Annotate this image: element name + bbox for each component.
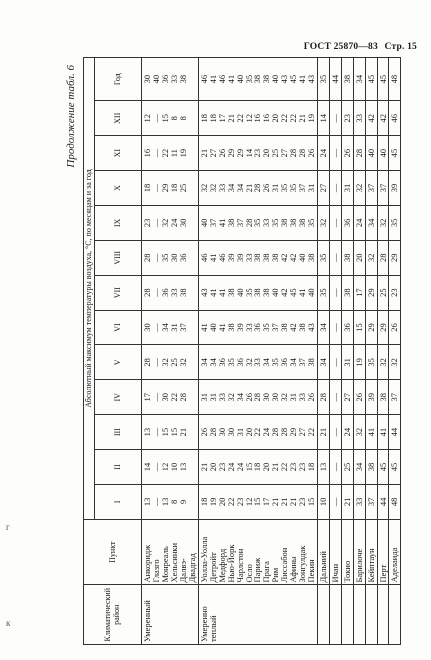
value-cell: 28 — 35 30 36 [142, 240, 199, 275]
value-cell: 19 [353, 345, 365, 380]
value-cell: 26 28 30 30 31 20 22 24 28 28 29 27 22 [198, 415, 317, 450]
value-cell: 38 [341, 275, 353, 310]
col-head-month: XII [95, 101, 142, 136]
value-cell: 30 40 36 33 38 [142, 58, 199, 101]
value-cell: 35 [365, 345, 377, 380]
table-row [329, 58, 341, 645]
table-body [142, 58, 401, 645]
value-cell: — [329, 205, 341, 240]
value-cell: 18 18 17 21 22 12 16 16 20 22 22 21 19 [198, 101, 317, 136]
value-cell: 33 [353, 101, 365, 136]
value-cell: 37 [389, 380, 401, 415]
value-cell: 40 [365, 136, 377, 171]
col-head-climate: Климатический район [84, 585, 142, 645]
value-cell: 17 — 30 22 28 [142, 380, 199, 415]
city-cell: Уолла-Уолла Детройт Медфорд Нью-Йорк Чарлстон Осло Париж Прага Рим Лиссабон Афины Зонгулдак Пекин [198, 519, 317, 585]
value-cell: 14 [317, 101, 329, 136]
value-cell: 34 [317, 310, 329, 345]
value-cell: 44 [389, 415, 401, 450]
table-continuation-label: Продолжение табл. 6 [65, 65, 77, 168]
value-cell: 29 [389, 240, 401, 275]
value-cell: 23 [389, 275, 401, 310]
value-cell: 46 [389, 101, 401, 136]
value-cell: 29 [365, 310, 377, 345]
value-cell: 29 [365, 275, 377, 310]
city-cell: Токио [341, 519, 353, 585]
col-head-month: VII [95, 275, 142, 310]
value-cell: 45 [377, 58, 389, 101]
col-head-month: III [95, 415, 142, 450]
climate-cell [377, 585, 389, 645]
value-cell: 16 — 22 11 19 [142, 136, 199, 171]
value-cell: — [329, 171, 341, 206]
value-cell: 32 [353, 171, 365, 206]
value-cell: 48 [389, 484, 401, 519]
value-cell: 28 — 32 25 32 [142, 345, 199, 380]
table-row [198, 58, 317, 645]
city-cell: Перт [377, 519, 389, 585]
table-row [341, 58, 353, 645]
value-cell: 34 [317, 345, 329, 380]
value-cell: 45 [389, 450, 401, 485]
value-cell: 28 [353, 136, 365, 171]
value-cell: 14 — 12 10 13 [142, 450, 199, 485]
value-cell: 21 20 23 24 24 15 18 20 21 22 23 23 18 [198, 450, 317, 485]
city-cell: Аделаида [389, 519, 401, 585]
value-cell: 48 [389, 58, 401, 101]
value-cell: 46 41 46 39 39 33 38 38 38 42 42 40 38 [198, 240, 317, 275]
value-cell: 24 [353, 205, 365, 240]
value-cell: 18 — 29 18 25 [142, 171, 199, 206]
value-cell: 13 — 15 15 21 [142, 415, 199, 450]
temperature-table [83, 57, 401, 645]
value-cell: 31 [341, 171, 353, 206]
col-head-city: Пункт [84, 519, 142, 585]
climate-cell [341, 585, 353, 645]
value-cell: 44 [329, 58, 341, 101]
value-cell: — [329, 101, 341, 136]
value-cell: 17 [353, 275, 365, 310]
col-head-month: XI [95, 136, 142, 171]
col-head-month: IV [95, 380, 142, 415]
value-cell: 45 [365, 58, 377, 101]
value-cell: 35 [317, 240, 329, 275]
value-cell: 39 [389, 171, 401, 206]
climate-cell: Умеренно теплый [198, 585, 317, 645]
value-cell: 13 [317, 450, 329, 485]
value-cell: 34 [353, 58, 365, 101]
value-cell: 32 [365, 240, 377, 275]
value-cell: 30 — 34 31 37 [142, 310, 199, 345]
value-cell: 32 [377, 345, 389, 380]
value-cell: 38 [341, 58, 353, 101]
value-cell: 42 [365, 101, 377, 136]
value-cell: 10 [317, 484, 329, 519]
value-cell: 34 [353, 450, 365, 485]
value-cell: 45 [389, 136, 401, 171]
value-cell: 18 19 20 22 23 12 15 17 21 21 21 23 15 [198, 484, 317, 519]
city-cell: Ичан [329, 519, 341, 585]
col-head-month: IX [95, 205, 142, 240]
margin-mark: г [6, 522, 10, 532]
value-cell: 21 [317, 415, 329, 450]
value-cell: 36 [341, 310, 353, 345]
col-head-month: I [95, 484, 142, 519]
table-row [317, 58, 329, 645]
value-cell: 32 32 33 34 34 21 28 26 31 35 35 37 31 [198, 171, 317, 206]
value-cell: 26 [353, 380, 365, 415]
value-cell: 36 [341, 205, 353, 240]
value-cell: — [329, 136, 341, 171]
value-cell: 15 [353, 310, 365, 345]
value-cell: 37 [377, 171, 389, 206]
col-head-month: II [95, 450, 142, 485]
climate-cell: Умеренный [142, 585, 199, 645]
value-cell: 25 [341, 450, 353, 485]
value-cell: 35 [317, 58, 329, 101]
value-cell: 41 [377, 415, 389, 450]
value-cell: 29 [377, 310, 389, 345]
value-cell: 46 41 46 41 40 35 38 38 40 43 45 41 43 [198, 58, 317, 101]
value-cell: 23 — 32 24 30 [142, 205, 199, 240]
value-cell: 32 [389, 345, 401, 380]
col-head-month: X [95, 171, 142, 206]
value-cell: 31 31 33 32 34 26 28 30 30 32 31 33 26 [198, 380, 317, 415]
table-row [142, 58, 199, 645]
value-cell: 32 [377, 205, 389, 240]
value-cell: 34 34 36 35 36 32 33 34 35 36 34 37 38 [198, 345, 317, 380]
value-cell: 45 [377, 450, 389, 485]
value-cell: 31 [341, 345, 353, 380]
value-cell: 38 [365, 450, 377, 485]
page-number: Стр. 15 [384, 42, 417, 52]
value-cell: 37 [365, 484, 377, 519]
climate-cell [317, 585, 329, 645]
rotated-table-page [65, 45, 400, 645]
value-cell: 35 [317, 275, 329, 310]
climate-cell [365, 585, 377, 645]
value-cell: 42 [377, 101, 389, 136]
value-cell: 35 [389, 205, 401, 240]
margin-mark: к [6, 618, 11, 628]
col-head-month: VI [95, 310, 142, 345]
value-cell: — [329, 275, 341, 310]
city-cell: Кейптаун [365, 519, 377, 585]
value-cell: 27 [341, 380, 353, 415]
value-cell: 38 [341, 240, 353, 275]
value-cell: 20 [353, 240, 365, 275]
value-cell: 28 [377, 240, 389, 275]
value-cell: 34 [365, 205, 377, 240]
city-cell: Дальний [317, 519, 329, 585]
col-head-month: VIII [95, 240, 142, 275]
value-cell: 32 [317, 205, 329, 240]
value-cell: 23 [341, 101, 353, 136]
city-cell: Анкоридж Глазго Монреаль Хельсинки Далвэ- Двадгад [142, 519, 199, 585]
value-cell: 32 [353, 415, 365, 450]
value-cell: 28 — 36 33 38 [142, 275, 199, 310]
value-cell: 24 [341, 415, 353, 450]
value-cell: 21 27 26 29 29 14 23 20 25 27 28 28 26 [198, 136, 317, 171]
value-cell: 44 [377, 484, 389, 519]
value-cell: — [329, 415, 341, 450]
value-cell: 26 [341, 136, 353, 171]
value-cell: — [329, 240, 341, 275]
value-cell: 27 [317, 171, 329, 206]
climate-cell [329, 585, 341, 645]
value-cell: 39 [365, 380, 377, 415]
value-cell: 37 [365, 171, 377, 206]
climate-cell [389, 585, 401, 645]
value-cell: 25 [377, 275, 389, 310]
value-cell: 38 [377, 380, 389, 415]
value-cell: 41 [365, 415, 377, 450]
value-cell: — [329, 484, 341, 519]
value-cell: 40 [377, 136, 389, 171]
city-cell: Барилоче [353, 519, 365, 585]
table-row [389, 58, 401, 645]
value-cell: 13 — 13 8 9 [142, 484, 199, 519]
col-head-group: Абсолютный максимум температуры воздуха, °С, по месяцам и за год [84, 58, 95, 520]
value-cell: 24 [317, 136, 329, 171]
gost-label: ГОСТ 25870—83 [303, 42, 378, 52]
col-head-year: Год [95, 58, 142, 101]
value-cell: 33 [353, 484, 365, 519]
value-cell: 12 — 15 8 8 [142, 101, 199, 136]
climate-cell [353, 585, 365, 645]
col-head-month: V [95, 345, 142, 380]
value-cell: — [329, 345, 341, 380]
table-row [353, 58, 365, 645]
value-cell: — [329, 310, 341, 345]
value-cell: 26 [389, 310, 401, 345]
value-cell: 41 40 41 38 39 33 36 35 37 38 42 38 43 [198, 310, 317, 345]
value-cell: 40 37 41 38 37 28 35 33 35 38 38 38 35 [198, 205, 317, 240]
table-row [377, 58, 389, 645]
value-cell: 28 [317, 380, 329, 415]
value-cell: — [329, 450, 341, 485]
value-cell: — [329, 380, 341, 415]
value-cell: 21 [341, 484, 353, 519]
value-cell: 43 41 41 38 40 35 38 38 40 42 45 41 40 [198, 275, 317, 310]
table-row [365, 58, 377, 645]
